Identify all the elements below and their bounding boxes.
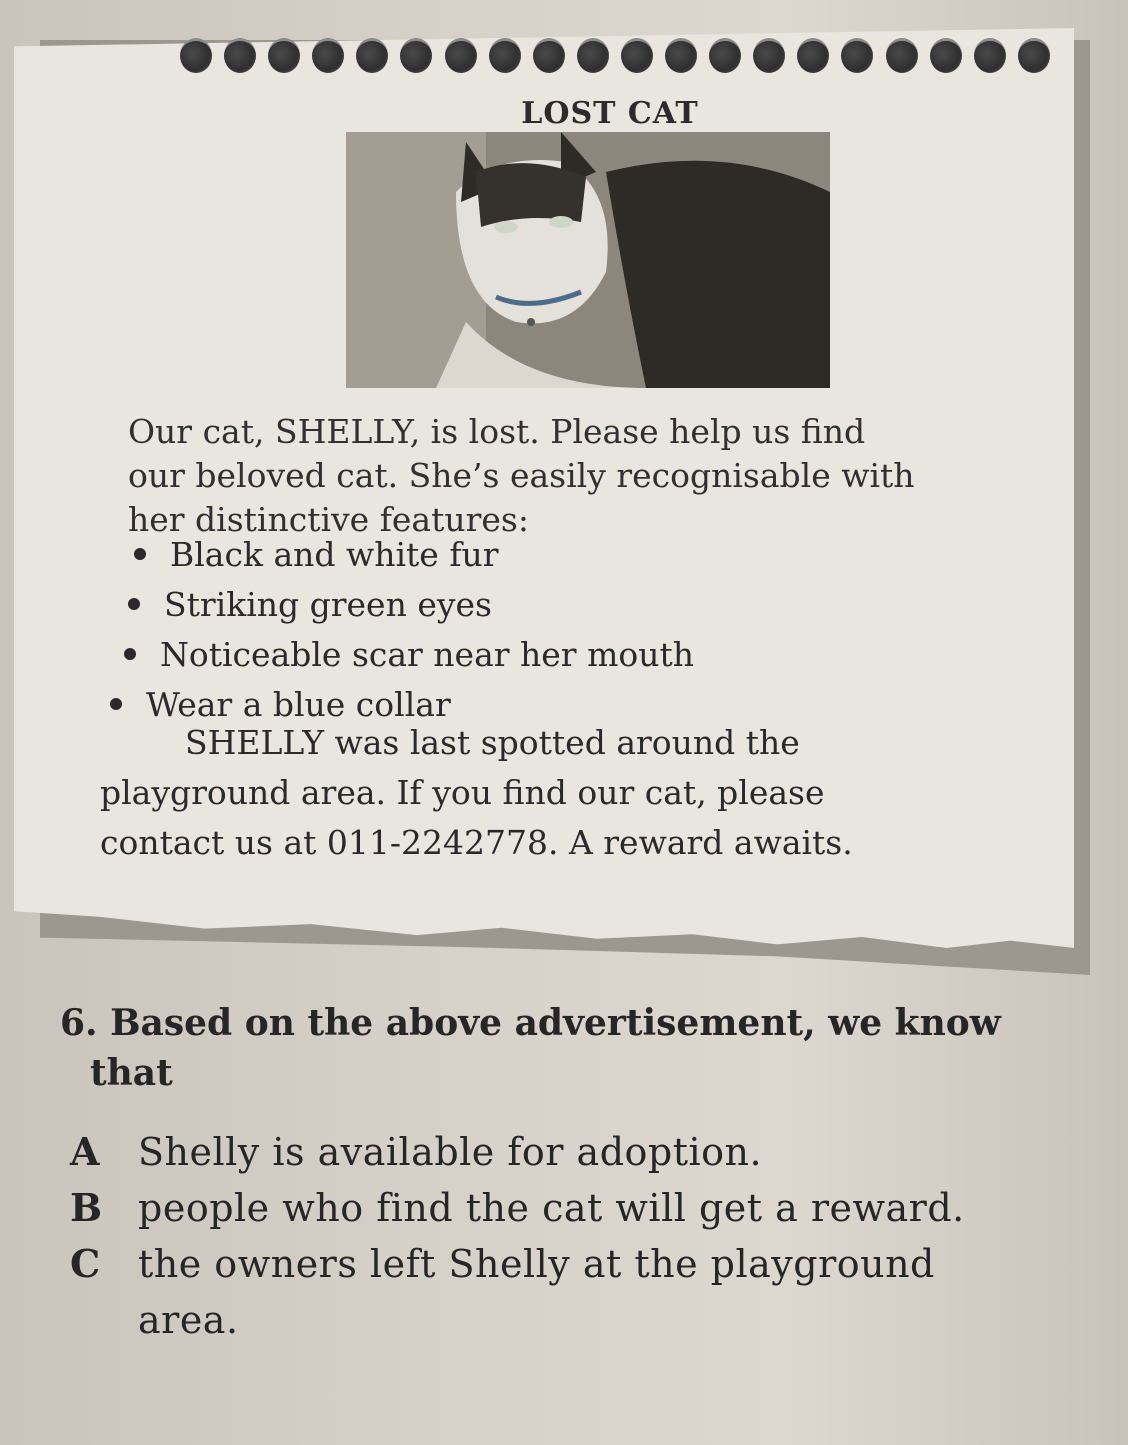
feature-item: Striking green eyes [128, 580, 1020, 630]
cat-photo-illustration [346, 132, 830, 388]
binding-ring [1018, 38, 1050, 73]
binding-ring [886, 38, 918, 73]
question-stem-line: 6. Based on the above advertisement, we know [60, 1002, 1001, 1044]
binding-ring [489, 38, 521, 73]
option-letter: B [70, 1185, 103, 1230]
binding-ring [753, 38, 785, 73]
binding-ring [356, 38, 388, 73]
binding-ring [974, 38, 1006, 73]
question-stem-line: that [90, 1052, 173, 1094]
binding-ring [930, 38, 962, 73]
notice-intro [128, 410, 1048, 542]
notice-intro-line: our beloved cat. She’s easily recognisable with [128, 456, 915, 495]
feature-list [120, 530, 1020, 730]
answer-options [70, 1124, 1070, 1348]
binding-ring [445, 38, 477, 73]
option-a[interactable] [70, 1124, 1070, 1180]
feature-item: Wear a blue collar [110, 680, 1020, 730]
feature-item: Noticeable scar near her mouth [124, 630, 1020, 680]
binding-ring [577, 38, 609, 73]
option-letter: C [70, 1241, 101, 1286]
binding-ring [268, 38, 300, 73]
binding-ring [533, 38, 565, 73]
notice-closing-line: SHELLY was last spotted around the [185, 723, 800, 762]
option-c[interactable] [70, 1236, 1070, 1292]
option-text: area. [138, 1298, 239, 1342]
option-letter: A [70, 1129, 100, 1174]
binding-ring [224, 38, 256, 73]
notice-intro-line: Our cat, SHELLY, is lost. Please help us find [128, 412, 866, 451]
notice-closing-line: playground area. If you find our cat, please [100, 773, 825, 812]
cat-photo [346, 132, 830, 388]
binding-ring [797, 38, 829, 73]
binding-ring [841, 38, 873, 73]
binding-ring [312, 38, 344, 73]
option-c-continued [70, 1292, 1070, 1348]
option-b[interactable] [70, 1180, 1070, 1236]
spiral-binding [180, 38, 1050, 78]
option-text: Shelly is available for adoption. [138, 1130, 763, 1174]
binding-ring [400, 38, 432, 73]
notice-intro-line: her distinctive features: [128, 500, 529, 539]
option-text: the owners left Shelly at the playground [138, 1242, 935, 1286]
option-letter [70, 1292, 138, 1348]
question-stem [60, 998, 1080, 1098]
notice-closing-line: contact us at 011-2242778. A reward awaits. [100, 823, 853, 862]
option-text: people who find the cat will get a reward. [138, 1186, 965, 1230]
notice-title: LOST CAT [521, 96, 699, 131]
binding-ring [180, 38, 212, 73]
binding-ring [709, 38, 741, 73]
binding-ring [621, 38, 653, 73]
binding-ring [665, 38, 697, 73]
feature-item: Black and white fur [134, 530, 1020, 580]
notice-closing [100, 718, 1030, 868]
